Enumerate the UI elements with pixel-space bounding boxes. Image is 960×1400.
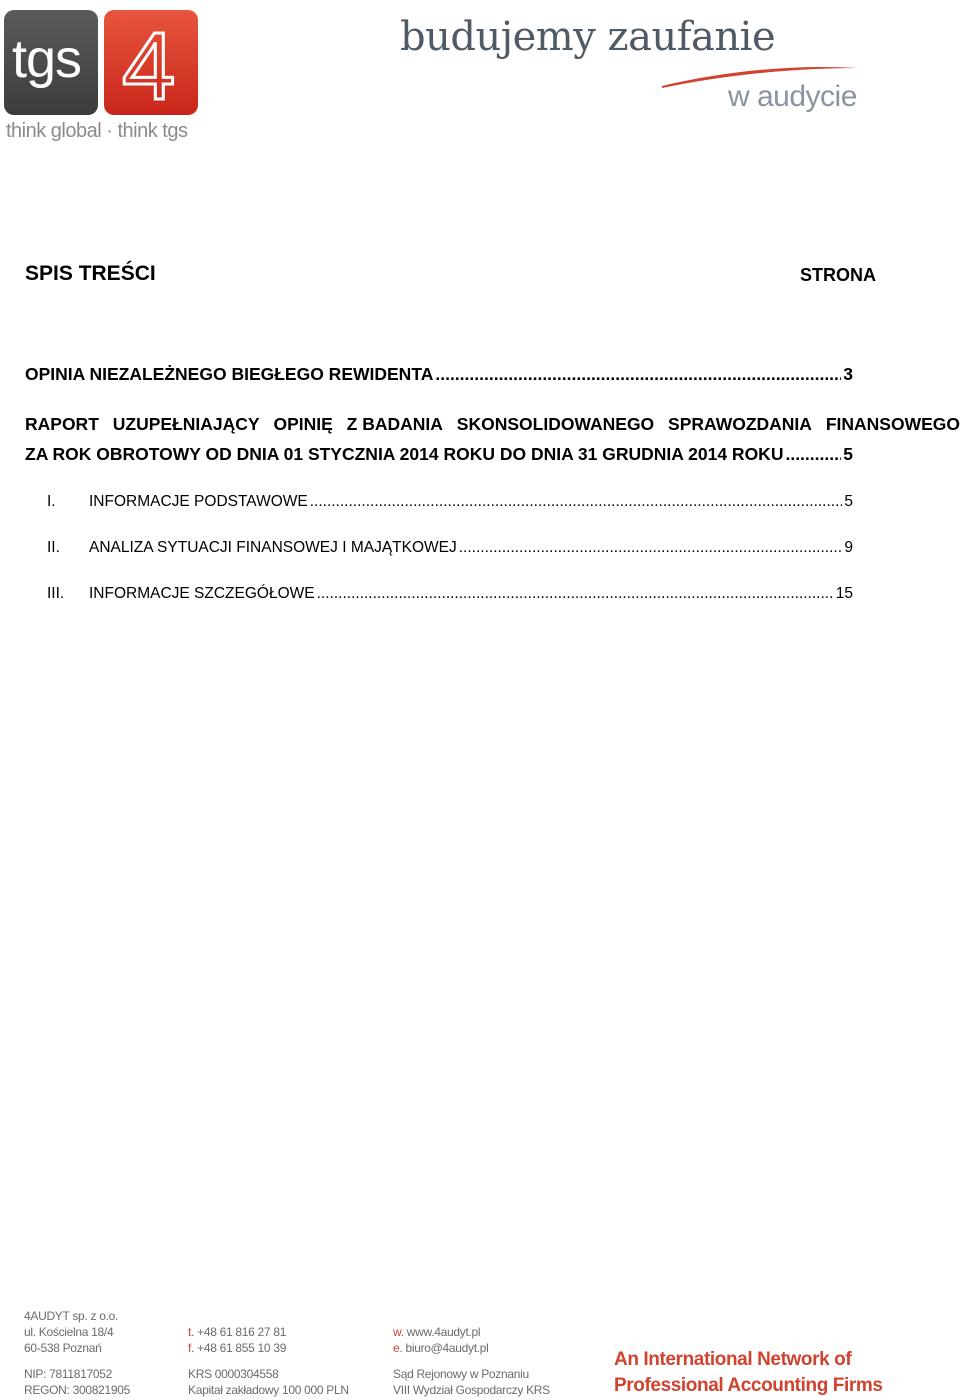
toc-entry-text: OPINIA NIEZALEŻNEGO BIEGŁEGO REWIDENTA bbox=[25, 364, 434, 384]
toc-entry-page: 3 bbox=[843, 364, 853, 384]
fax-prefix: f. bbox=[188, 1341, 195, 1355]
web-link[interactable]: www.4audyt.pl bbox=[406, 1325, 481, 1339]
toc-subsection-page: 5 bbox=[844, 493, 853, 510]
toc-subsection[interactable] bbox=[47, 539, 853, 557]
toc-entry-text: ZA ROK OBROTOWY OD DNIA 01 STYCZNIA 2014 ROKU DO DNIA 31 GRUDNIA 2014 ROKU bbox=[25, 444, 784, 464]
toc-word: Z BADANIA bbox=[346, 414, 443, 434]
network-tagline-line2: Professional Accounting Firms bbox=[614, 1375, 883, 1396]
footer-nip: NIP: 7811817052 bbox=[24, 1367, 113, 1381]
network-tagline-line1: An International Network of bbox=[614, 1349, 852, 1370]
footer-krs: KRS 0000304558 bbox=[188, 1367, 279, 1381]
toc-word: UZUPEŁNIAJĄCY bbox=[112, 414, 260, 434]
toc-subsection-number: I. bbox=[47, 493, 56, 510]
toc-subsection-text: INFORMACJE SZCZEGÓŁOWE bbox=[89, 585, 315, 602]
toc-leader-dots bbox=[459, 539, 843, 557]
toc-entry-report-line2[interactable] bbox=[25, 444, 853, 465]
phone-prefix: t. bbox=[188, 1325, 195, 1339]
web-prefix: w. bbox=[393, 1325, 404, 1339]
footer-regon: REGON: 300821905 bbox=[24, 1383, 130, 1397]
toc-word: OPINIĘ bbox=[273, 414, 333, 434]
slogan-main: budujemy zaufanie bbox=[400, 14, 776, 60]
toc-word: RAPORT bbox=[25, 414, 99, 434]
toc-entry-page: 5 bbox=[843, 444, 853, 464]
toc-subsection-number: III. bbox=[47, 585, 65, 602]
toc-subsection-page: 9 bbox=[844, 539, 853, 556]
toc-word: FINANSOWEGO bbox=[825, 414, 960, 434]
slogan bbox=[398, 12, 868, 122]
toc-leader-dots bbox=[317, 585, 834, 603]
footer-division: VIII Wydział Gospodarczy KRS bbox=[393, 1383, 550, 1397]
logo-tagline: think global · think tgs bbox=[6, 120, 188, 142]
footer-web[interactable] bbox=[393, 1324, 480, 1340]
toc-title: SPIS TREŚCI bbox=[25, 262, 156, 285]
fax-number: +48 61 855 10 39 bbox=[197, 1341, 287, 1355]
footer-email[interactable] bbox=[393, 1340, 489, 1356]
toc-subsection-text: INFORMACJE PODSTAWOWE bbox=[89, 493, 308, 510]
toc-leader-dots bbox=[785, 444, 841, 465]
footer-court: Sąd Rejonowy w Poznaniu bbox=[393, 1367, 529, 1381]
footer-street: ul. Kościelna 18/4 bbox=[24, 1325, 114, 1339]
phone-number: +48 61 816 27 81 bbox=[197, 1325, 287, 1339]
footer-capital: Kapitał zakładowy 100 000 PLN bbox=[188, 1383, 349, 1397]
toc-page-header: STRONA bbox=[800, 265, 876, 285]
toc-word: SKONSOLIDOWANEGO bbox=[456, 414, 655, 434]
logo-number: 4 bbox=[122, 13, 176, 120]
toc-subsection[interactable] bbox=[47, 585, 853, 603]
logo-mark: tgs bbox=[12, 29, 82, 89]
footer-fax bbox=[188, 1340, 286, 1356]
toc-subsection-text: ANALIZA SYTUACJI FINANSOWEJ I MAJĄTKOWEJ bbox=[89, 539, 457, 556]
slogan-sub: w audycie bbox=[728, 80, 857, 113]
toc-entry-opinion[interactable] bbox=[25, 364, 853, 385]
footer-phone bbox=[188, 1324, 286, 1340]
footer-company: 4AUDYT sp. z o.o. bbox=[24, 1309, 119, 1323]
toc-subsection[interactable] bbox=[47, 493, 853, 511]
toc-leader-dots bbox=[435, 364, 841, 385]
toc-word: SPRAWOZDANIA bbox=[668, 414, 812, 434]
toc-subsection-number: II. bbox=[47, 539, 60, 556]
email-prefix: e. bbox=[393, 1341, 403, 1355]
tgs4-logo bbox=[4, 10, 200, 146]
toc-subsection-page: 15 bbox=[835, 585, 853, 602]
email-link[interactable]: biuro@4audyt.pl bbox=[405, 1341, 489, 1355]
toc-leader-dots bbox=[310, 493, 843, 511]
footer-city: 60-538 Poznań bbox=[24, 1341, 102, 1355]
toc-entry-report-line1[interactable] bbox=[25, 414, 960, 435]
